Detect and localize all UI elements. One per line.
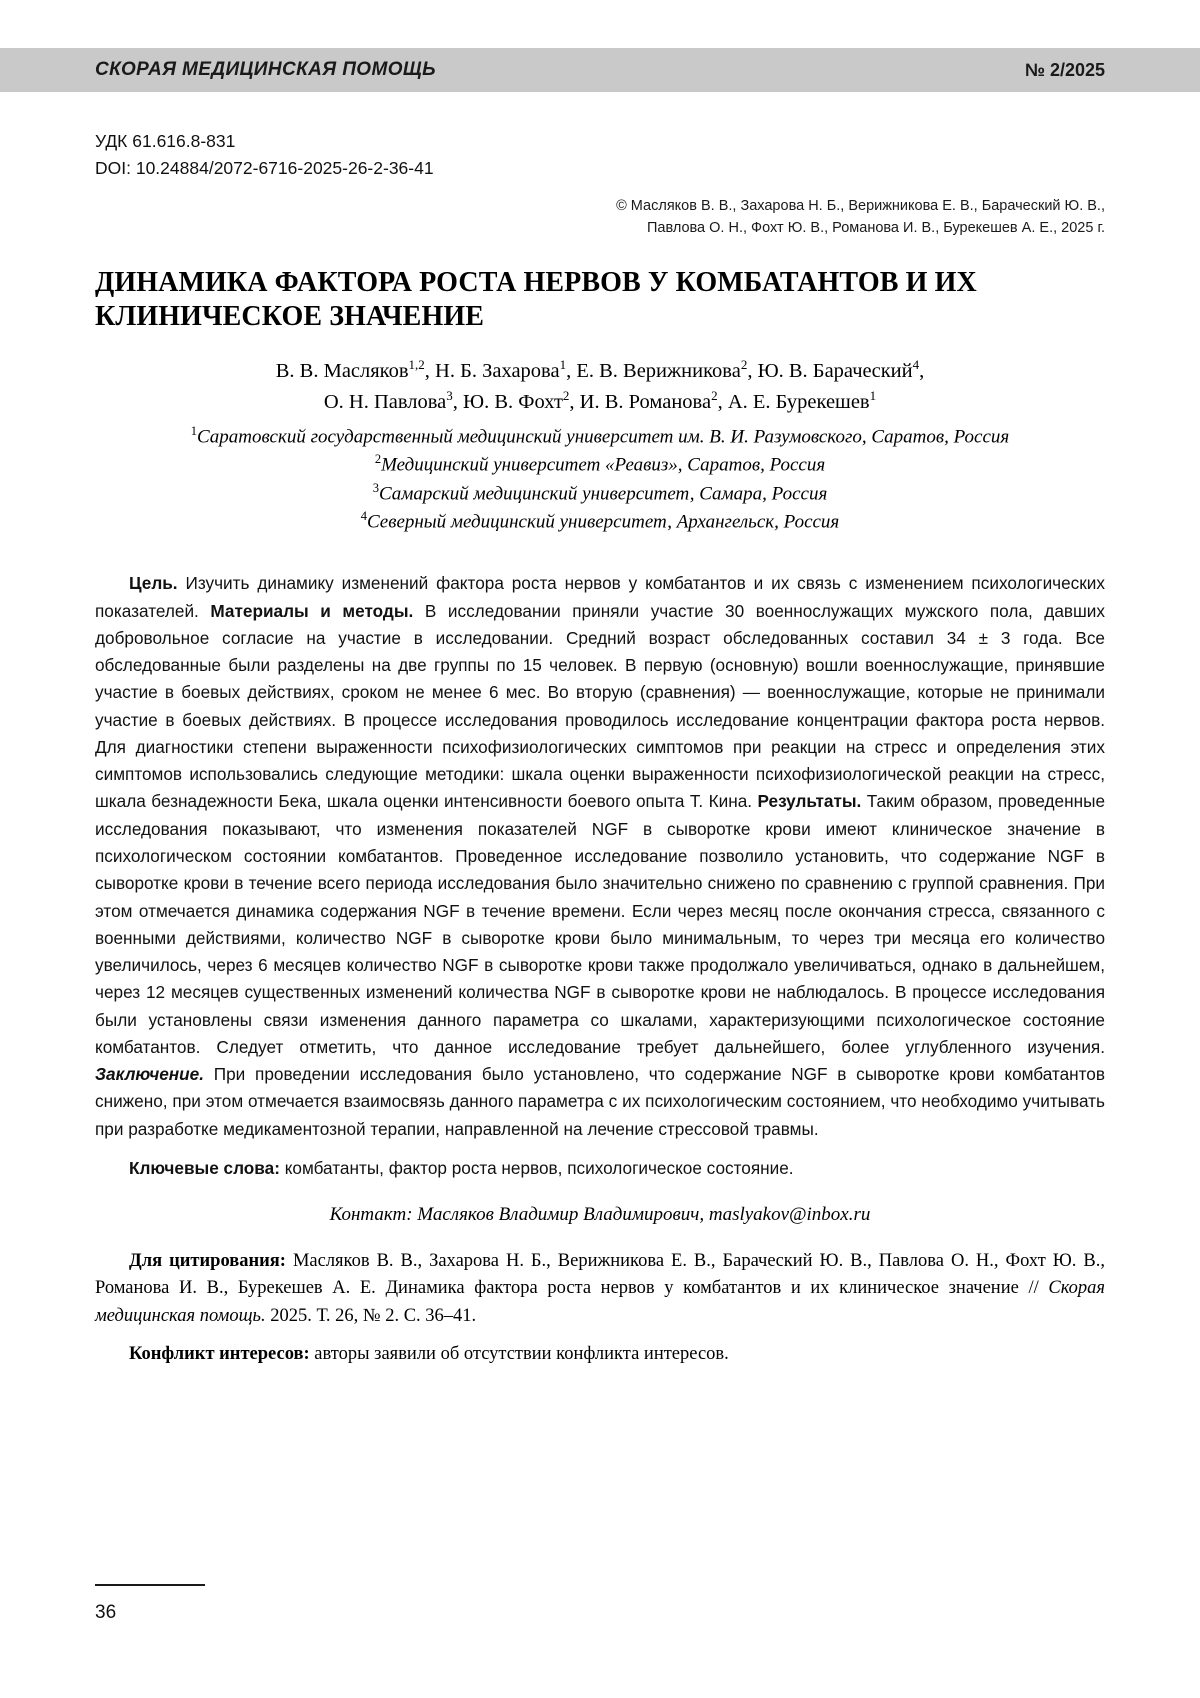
- affiliation-marker: 1: [190, 424, 197, 439]
- affiliation-marker: 3: [372, 480, 379, 495]
- affiliation-item: [95, 508, 1105, 536]
- author-line-2: О. Н. Павлова$^3$, Ю. В. Фохт$^2$, И. В. Романова$^2$, А. Е. Бурекешев$^1$: [323, 387, 877, 413]
- page-number: 36: [95, 1602, 117, 1623]
- citation-label: Для цитирования:: [129, 1250, 286, 1271]
- page-content: [95, 128, 1105, 1369]
- issue-number: № 2/2025: [1024, 59, 1105, 80]
- citation-text-before: Масляков В. В., Захарова Н. Б., Верижникова Е. В., Барачеcкий Ю. В., Павлова О. Н., Фохт Ю. В., Романова И. В., Бурекешев А. Е. Динамика фактора роста нервов у комбатантов и их клиническое значение //: [95, 1250, 1105, 1299]
- article-title: ДИНАМИКА ФАКТОРА РОСТА НЕРВОВ У КОМБАТАНТОВ И ИХ КЛИНИЧЕСКОЕ ЗНАЧЕНИЕ: [95, 266, 977, 332]
- affiliation-text: Северный медицинский университет, Архангельск, Россия: [366, 511, 840, 533]
- abstract-text-methods: В исследовании приняли участие 30 военнослужащих мужского пола, давших добровольное согласие на участие в исследовании. Средний возраст обследованных составил 34 ± 3 года. Все обследованные были разделены на две группы по 15 человек. В первую (основную) вошли военнослужащие, принявшие участие в боевых действиях, сроком не менее 6 мес. Во вторую (сравнения) — военнослужащие, которые не принимали участие в боевых действиях. В процессе исследования проводилось исследование концентрации фактора роста нервов. Для диагностики степени выраженности психофизиологических симптомов при реакции на стресс и определения этих симптомов использовались следующие методики: шкала оценки выраженности психофизиологической реакции на стресс, шкала безнадежности Бека, шкала оценки интенсивности боевого опыта Т. Кина.: [95, 600, 1105, 812]
- keywords-label: Ключевые слова:: [129, 1157, 280, 1178]
- running-head-content: [95, 48, 1105, 92]
- abstract-label-methods: Материалы и методы.: [210, 600, 414, 621]
- keywords-text: комбатанты, фактор роста нервов, психологическое состояние.: [279, 1157, 794, 1178]
- abstract-label-results: Результаты.: [757, 791, 862, 812]
- abstract-paragraph: [95, 570, 1105, 1143]
- citation-block: [95, 1248, 1105, 1331]
- abstract-label-conclusion: Заключение.: [95, 1064, 205, 1085]
- conflict-text: авторы заявили об отсутствии конфликта интересов.: [309, 1343, 729, 1364]
- author-line-1: В. В. Масляков$^{1,2}$, Н. Б. Захарова$^1$, Е. В. Верижникова$^2$, Ю. В. Барачеcкий$^4$,: [275, 357, 925, 382]
- author-list: [95, 356, 1105, 417]
- affiliation-item: [95, 451, 1105, 479]
- affiliation-text: Медицинский университет «Реавиз», Саратов, Россия: [381, 454, 826, 476]
- footer-divider: [95, 1584, 205, 1586]
- affiliation-text: Саратовский государственный медицинский университет им. В. И. Разумовского, Саратов, Россия: [197, 426, 1010, 448]
- copyright-block: [95, 196, 1105, 240]
- copyright-line-1: © Масляков В. В., Захарова Н. Б., Верижникова Е. В., Барачеcкий Ю. В.,: [616, 198, 1105, 215]
- identifiers-block: [95, 128, 1105, 182]
- affiliation-marker: 2: [374, 452, 382, 467]
- affiliation-list: [95, 423, 1105, 536]
- citation-journal: Скорая медицинская помощь.: [95, 1278, 1105, 1327]
- affiliation-item: [95, 423, 1105, 451]
- running-head-bar: [0, 48, 1200, 92]
- abstract-text-aim: Изучить динамику изменений фактора роста нервов у комбатантов и их связь с изменением психологических показателей.: [95, 573, 1105, 621]
- abstract-text-conclusion: При проведении исследования было установлено, что содержание NGF в сыворотке крови комбатантов снижено, при этом отмечается взаимосвязь данного параметра с их психологическим состоянием, что необходимо учитывать при разработке медикаментозной терапии, направленной на лечение стрессовой травмы.: [95, 1064, 1105, 1139]
- doi-code[interactable]: DOI: 10.24884/2072-6716-2025-26-2-36-41: [95, 158, 434, 179]
- affiliation-item: [95, 480, 1105, 508]
- conflict-block: [95, 1341, 1105, 1369]
- copyright-line-2: Павлова О. Н., Фохт Ю. В., Романова И. В., Бурекешев А. Е., 2025 г.: [646, 220, 1105, 236]
- conflict-label: Конфликт интересов:: [129, 1343, 310, 1364]
- keywords-block: [95, 1155, 1105, 1182]
- udc-code: УДК 61.616.8-831: [95, 131, 236, 151]
- contact-line[interactable]: Контакт: Масляков Владимир Владимирович, maslyakov@inbox.ru: [329, 1203, 871, 1225]
- abstract-label-aim: Цель.: [129, 573, 178, 594]
- abstract-text-results: Таким образом, проведенные исследования показывают, что изменения показателей NGF в сыворотке крови имеют клиническое значение в психологическом состоянии комбатантов. Проведенное исследование позволило установить, что содержание NGF в сыворотке крови в течение всего периода исследования было значительно снижено по сравнению с группой сравнения. При этом отмечается динамика содержания NGF в течение времени. Если через месяц после окончания стресса, связанного с военными действиями, количество NGF в сыворотке крови было минимальным, то через три месяца его количество увеличилось, через 6 месяцев количество NGF в сыворотке крови также продолжало увеличиваться, однако в дальнейшем, через 12 месяцев существенных изменений количества NGF в сыворотке крови не наблюдалось. В процессе исследования были установлены связи изменения данного параметра со шкалами, характеризующими психологическое состояние комбатантов. Следует отметить, что данное исследование требует дальнейшего, более углубленного изучения.: [95, 791, 1105, 1057]
- affiliation-marker: 4: [360, 509, 367, 524]
- journal-name: СКОРАЯ МЕДИЦИНСКАЯ ПОМОЩЬ: [95, 59, 436, 80]
- affiliation-text: Самарский медицинский университет, Самара, Россия: [378, 483, 828, 505]
- citation-text-after: 2025. Т. 26, № 2. С. 36–41.: [265, 1306, 477, 1327]
